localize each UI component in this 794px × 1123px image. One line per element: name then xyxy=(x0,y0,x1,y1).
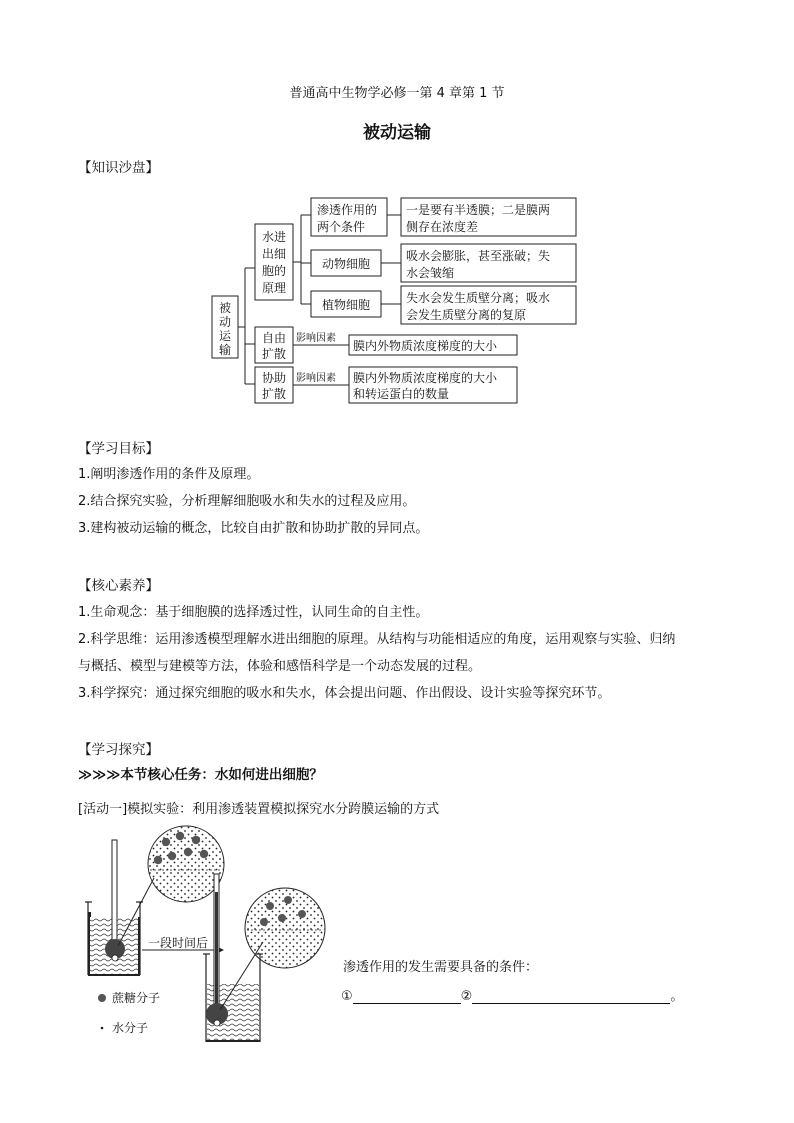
animal-desc: 吸水会膨胀，甚至涨破；失 xyxy=(406,249,551,263)
condition-blanks xyxy=(341,985,683,1004)
factor-label: 影响因素 xyxy=(296,333,336,344)
factor-label: 影响因素 xyxy=(296,373,336,384)
plant-desc: 失水会发生质壁分离；吸水 xyxy=(406,291,551,305)
goal-item: 1.阐明渗透作用的条件及原理。 xyxy=(78,467,260,482)
facilitated-diffusion-label: 扩散 xyxy=(261,387,287,401)
beaker-after xyxy=(203,874,263,1042)
activity-title: [活动一]模拟实验：利用渗透装置模拟探究水分跨膜运输的方式 xyxy=(78,802,440,817)
free-diffusion-label: 扩散 xyxy=(261,347,287,361)
goal-item: 3.建构被动运输的概念，比较自由扩散和协助扩散的异同点。 xyxy=(78,521,429,536)
literacy-item: 与概括、模型与建模等方法，体验和感悟科学是一个动态发展的过程。 xyxy=(78,659,482,674)
water-legend-icon xyxy=(101,1027,104,1030)
knowledge-heading: 【知识沙盘】 xyxy=(78,160,159,176)
free-diffusion-desc: 膜内外物质浓度梯度的大小 xyxy=(353,339,498,353)
answer-blank-2[interactable] xyxy=(472,989,670,1004)
osmosis-label: 渗透作用的 xyxy=(317,203,378,217)
plant-desc: 会发生质壁分离的复原 xyxy=(406,308,527,322)
free-diffusion-label: 自由 xyxy=(261,331,287,345)
core-task: ≫≫≫本节核心任务：水如何进出细胞？ xyxy=(78,767,323,783)
answer-blank-1[interactable] xyxy=(353,989,461,1004)
condition-prompt: 渗透作用的发生需要具备的条件： xyxy=(343,960,539,975)
root-char: 运 xyxy=(218,329,232,343)
document-subtitle: 普通高中生物学必修一第 4 章第 1 节 xyxy=(289,86,505,101)
explore-heading: 【学习探究】 xyxy=(78,742,159,758)
arrow-label: 一段时间后 xyxy=(148,936,209,950)
root-char: 输 xyxy=(218,343,232,357)
goals-heading: 【学习目标】 xyxy=(78,441,159,457)
concept-map xyxy=(205,190,585,410)
literacy-heading: 【核心素养】 xyxy=(78,578,159,594)
osmosis-desc: 一是要有半透膜；二是膜两 xyxy=(406,203,551,217)
water-text: 水进 xyxy=(261,230,287,244)
animal-label: 动物细胞 xyxy=(321,257,371,271)
legend-water: 水分子 xyxy=(112,1021,149,1035)
blank-marker-1: ① xyxy=(341,989,353,1004)
magnified-view-before xyxy=(148,826,224,902)
animal-desc: 水会皱缩 xyxy=(406,266,455,280)
osmosis-desc: 侧存在浓度差 xyxy=(406,220,479,234)
plant-label: 植物细胞 xyxy=(321,298,371,312)
facilitated-diffusion-desc: 和转运蛋白的数量 xyxy=(353,387,450,401)
magnified-view-after xyxy=(245,888,325,968)
osmosis-label: 两个条件 xyxy=(317,220,366,234)
literacy-item: 1.生命观念：基于细胞膜的选择透过性，认同生命的自主性。 xyxy=(78,605,429,620)
end-mark: 。 xyxy=(670,989,684,1004)
water-text: 原理 xyxy=(261,281,287,295)
facilitated-diffusion-label: 协助 xyxy=(261,371,287,385)
beaker-before xyxy=(85,840,154,976)
root-char: 动 xyxy=(218,315,232,329)
literacy-item: 3.科学探究：通过探究细胞的吸水和失水，体会提出问题、作出假设、设计实验等探究环节。 xyxy=(78,686,611,701)
facilitated-diffusion-desc: 膜内外物质浓度梯度的大小 xyxy=(353,371,498,385)
sucrose-legend-icon xyxy=(98,994,106,1002)
literacy-item: 2.科学思维：运用渗透模型理解水进出细胞的原理。从结构与功能相适应的角度，运用观察与实验、归纳 xyxy=(78,632,676,647)
root-char: 被 xyxy=(218,301,232,315)
water-text: 出细 xyxy=(261,247,287,261)
document-title: 被动运输 xyxy=(363,123,431,143)
osmosis-figure xyxy=(78,822,340,1052)
water-text: 胞的 xyxy=(261,264,287,278)
blank-marker-2: ② xyxy=(460,989,473,1004)
legend-sucrose: 蔗糖分子 xyxy=(112,991,161,1005)
goal-item: 2.结合探究实验，分析理解细胞吸水和失水的过程及应用。 xyxy=(78,494,416,509)
